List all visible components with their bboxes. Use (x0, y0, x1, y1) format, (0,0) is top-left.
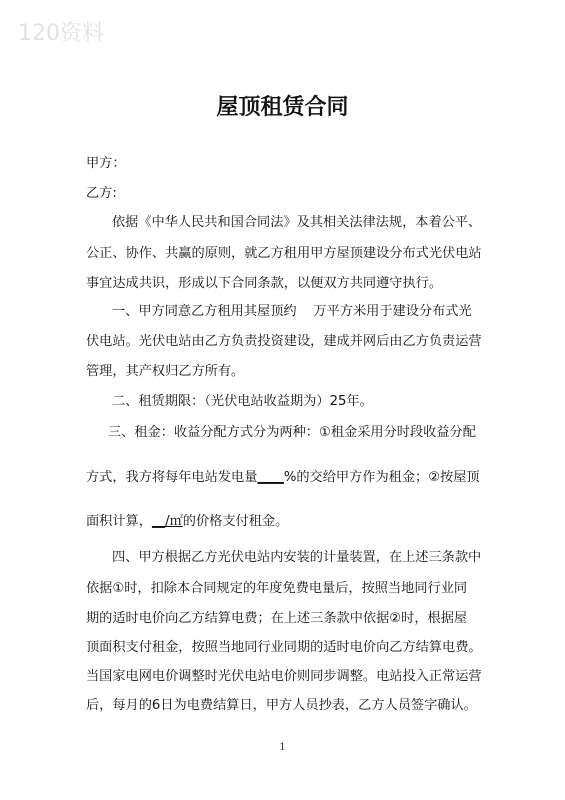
area-price-blank: __/㎡ (151, 514, 183, 529)
clause-3-text: 的价格支付租金。 (182, 514, 289, 529)
paragraph-line: 公正、协作、共赢的原则，就乙方租用甲方屋顶建设分布式光伏电站 (86, 246, 482, 261)
clause-3-line (86, 470, 486, 486)
clause-4-line: 四、甲方根据乙方光伏电站内安装的计量装置，在上述三条款中 (112, 550, 482, 565)
party-a-label: 甲方： (86, 156, 126, 171)
percentage-blank: ____ (257, 470, 284, 485)
watermark: 120资料 (18, 21, 104, 46)
page-number: 1 (279, 742, 286, 753)
party-b-label: 乙方: (86, 186, 117, 201)
document-title: 屋顶租赁合同 (216, 94, 349, 120)
clause-4-line: 顶面积支付租金，按照当地同行业同期的适时电价向乙方结算电费。 (86, 640, 482, 655)
clause-1-line: 伏电站。光伏电站由乙方负责投资建设，建成并网后由乙方负责运营 (86, 334, 482, 349)
clause-1-line: 一、甲方同意乙方租用其屋顶约 万平方米用于建设分布式光 (112, 304, 472, 319)
clause-4-line: 当国家电网电价调整时光伏电站电价则同步调整。电站投入正常运营 (86, 669, 482, 684)
clause-3-text: 面积计算， (86, 514, 152, 529)
clause-3-line: 三、租金：收益分配方式分为两种：①租金采用分时段收益分配 (108, 425, 476, 440)
clause-4-line: 期的适时电价向乙方结算电费；在上述三条款中依据②时，根据屋 (86, 611, 468, 626)
paragraph-line: 依据《中华人民共和国合同法》及其相关法律法规，本着公平、 (112, 215, 482, 230)
clause-3-line (86, 514, 486, 530)
clause-4-line: 依据①时，扣除本合同规定的年度免费电量后，按照当地同行业同 (86, 581, 468, 596)
clause-1-line: 管理，其产权归乙方所有。 (86, 364, 245, 379)
clause-4-line: 后，每月的6日为电费结算日，甲方人员抄表，乙方人员签字确认。 (86, 698, 477, 713)
paragraph-line: 事宜达成共识，形成以下合同条款，以便双方共同遵守执行。 (86, 276, 443, 291)
clause-3-text: %的交给甲方作为租金；②按屋顶 (283, 470, 480, 485)
clause-2-line: 二、租赁期限：（光伏电站收益期为）25年。 (112, 394, 373, 409)
clause-3-text: 方式，我方将每年电站发电量 (86, 470, 258, 485)
